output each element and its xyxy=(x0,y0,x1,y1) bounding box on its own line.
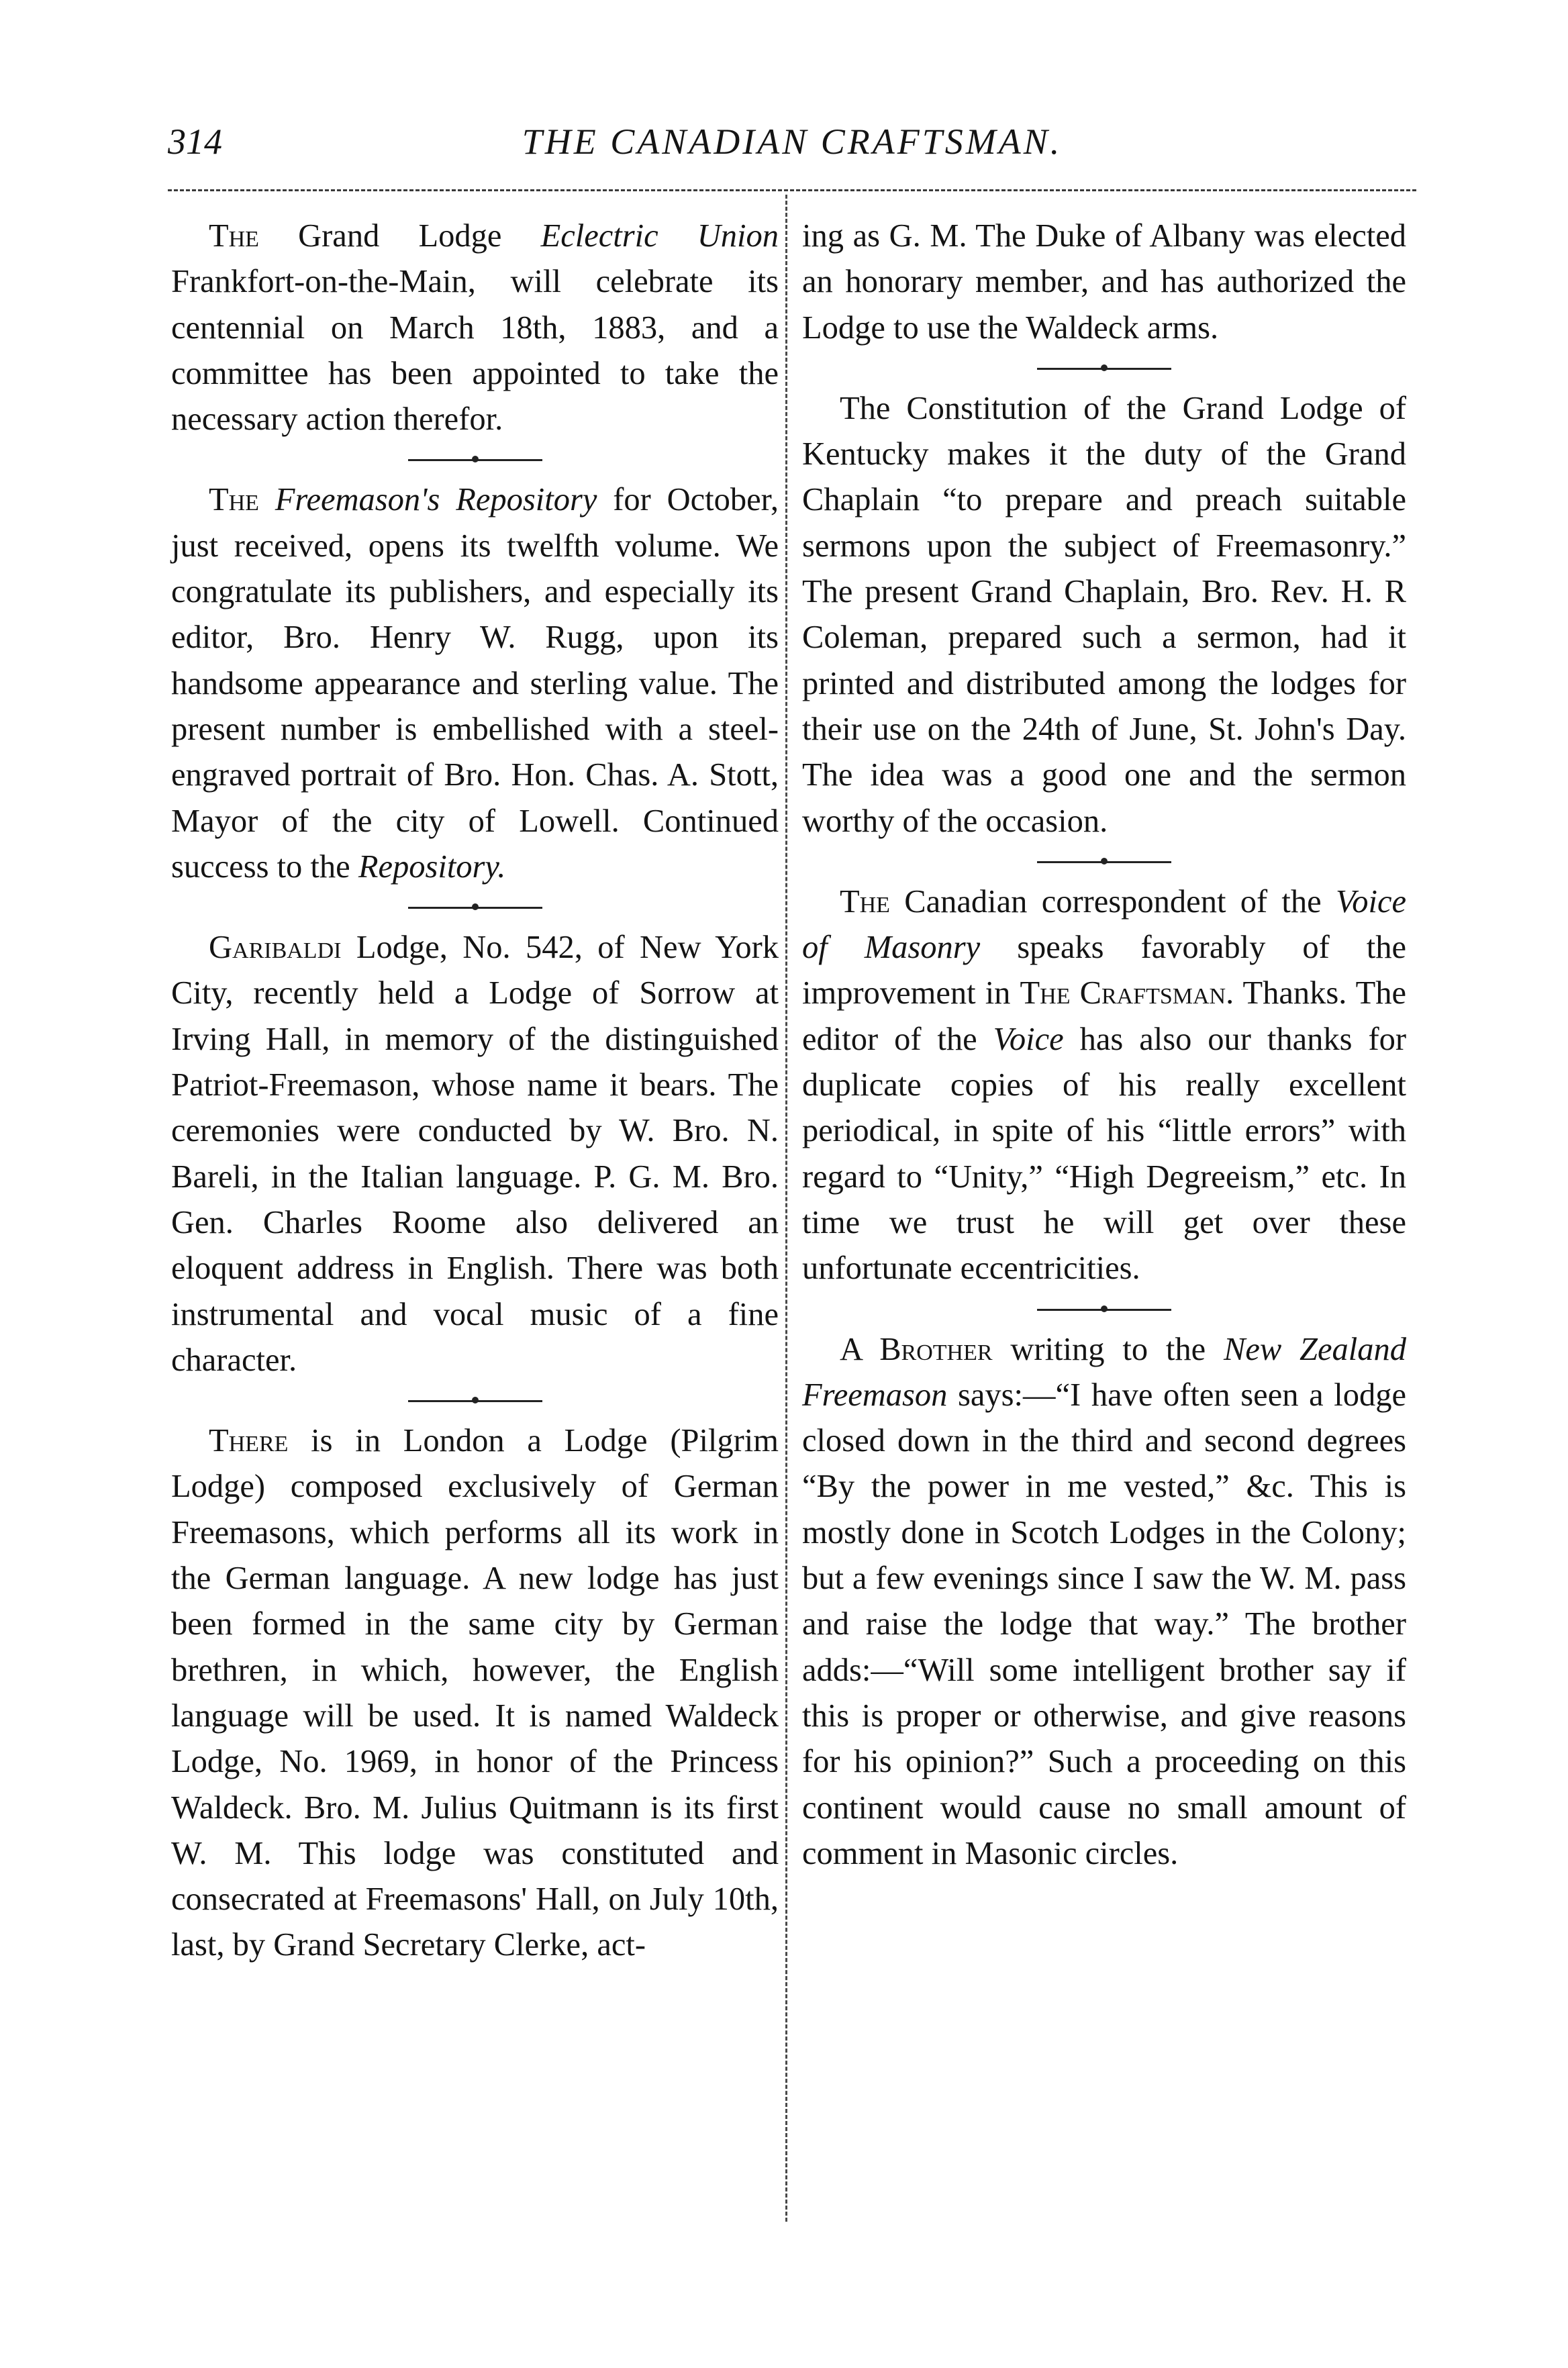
page-number: 314 xyxy=(168,121,222,162)
page-header xyxy=(168,121,1416,175)
right-column xyxy=(802,213,1406,1877)
section-separator xyxy=(171,895,779,918)
article-pilgrim-lodge: There is in London a Lodge (Pilgrim Lodge) composed exclusively of German Freemasons, which performs all its work in the German language. A new lodge has just been formed in the same city by German brethren, in which, however, the English language will be used. It is named Waldeck Lodge, No. 1969, in honor of the Princess Waldeck. Bro. M. Julius Quitmann is its first W. M. This lodge was constituted and consecrated at Freemasons' Hall, on July 10th, last, by Grand Secretary Clerke, act- xyxy=(171,1423,779,1963)
article-new-zealand-freemason: A Brother writing to the New Zealand Freemason says:—“I have often seen a lodge closed down in the third and second degrees “By the power in me vested,” &c. This is mostly done in Scotch Lodges in the Colony; but a few evenings since I saw the W. M. pass and raise the lodge that way.” The brother adds:—“Will some intelligent brother say if this is proper or otherwise, and give reasons for his opinion?” Such a proceeding on this continent would cause no small amount of comment in Masonic circles. xyxy=(802,1331,1407,1871)
section-separator xyxy=(171,448,779,471)
section-separator xyxy=(802,850,1406,873)
article-pilgrim-lodge-continued: ing as G. M. The Duke of Albany was elected an honorary member, and has authorized the Lodge to use the Waldeck arms. xyxy=(802,218,1406,346)
left-column xyxy=(171,213,779,1969)
article-voice-of-masonry: The Canadian correspondent of the Voice of Masonry speaks favorably of the improvement in The Craftsman. Thanks. The editor of the Voice has also our thanks for duplicate copies of his really excellent periodical, in spite of his “little errors” with regard to “Unity,” “High Degreeism,” etc. In time we trust he will get over these unfortunate eccentricities. xyxy=(802,883,1407,1287)
article-freemasons-repository: The Freemason's Repository for October, just received, opens its twelfth volume. We congratulate its publishers, and especially its editor, Bro. Henry W. Rugg, upon its handsome appearance and sterling value. The present number is embellished with a steel-engraved portrait of Bro. Hon. Chas. A. Stott, Mayor of the city of Lowell. Continued success to the Repository. xyxy=(171,482,779,885)
section-separator xyxy=(802,1297,1406,1320)
article-eclectric-union: The Grand Lodge Eclectric Union Frankfort-on-the-Main, will celebrate its centennial on March 18th, 1883, and a committee has been appointed to take the necessary action therefor. xyxy=(171,218,779,438)
header-rule xyxy=(168,189,1416,191)
section-separator xyxy=(802,356,1406,379)
section-separator xyxy=(171,1389,779,1412)
journal-title: THE CANADIAN CRAFTSMAN. xyxy=(522,121,1063,162)
column-divider xyxy=(785,195,787,2222)
article-garibaldi-lodge: Garibaldi Lodge, No. 542, of New York City, recently held a Lodge of Sorrow at Irving Hall, in memory of the distinguished Patriot-Freemason, whose name it bears. The ceremonies were conducted by W. Bro. N. Bareli, in the Italian language. P. G. M. Bro. Gen. Charles Roome also delivered an eloquent address in English. There was both instrumental and vocal music of a fine character. xyxy=(171,930,779,1378)
article-kentucky-constitution: The Constitution of the Grand Lodge of Kentucky makes it the duty of the Grand Chaplain “to prepare and preach suitable sermons upon the subject of Freemasonry.” The present Grand Chaplain, Bro. Rev. H. R Coleman, prepared such a sermon, had it printed and distributed among the lodges for their use on the 24th of June, St. John's Day. The idea was a good one and the sermon worthy of the occasion. xyxy=(802,390,1406,839)
